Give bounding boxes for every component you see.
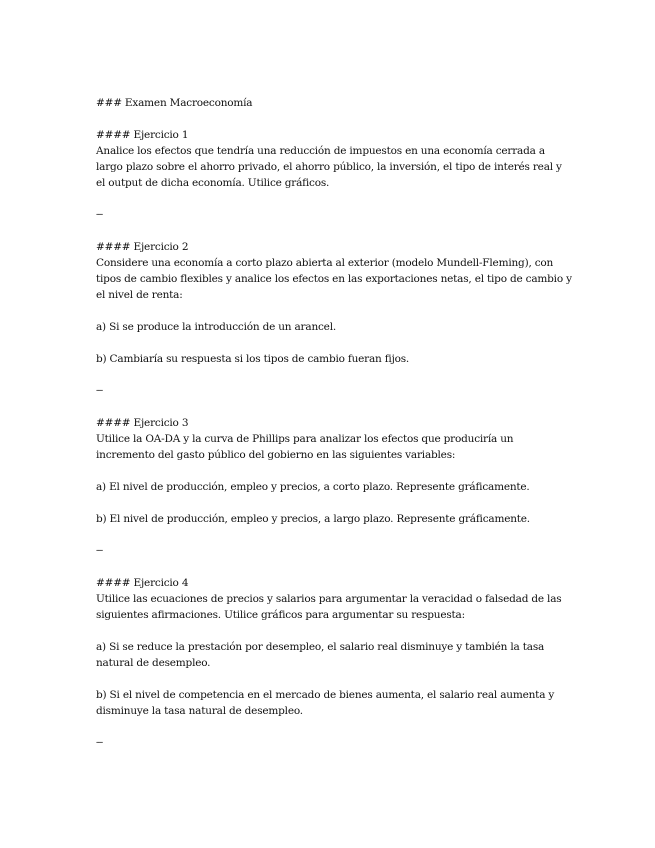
section-separator: --- <box>96 738 103 748</box>
spacer <box>96 191 566 207</box>
exercise-heading: #### Ejercicio 3 <box>96 417 189 429</box>
exercise-part-line: b) El nivel de producción, empleo y precios, a largo plazo. Represente gráficamente. <box>96 513 530 525</box>
exercise-heading: #### Ejercicio 1 <box>96 129 189 141</box>
exercise-part-line: a) Si se reduce la prestación por desempleo, el salario real disminuye y también la tasa <box>96 641 545 653</box>
section-separator: --- <box>96 386 103 396</box>
exercise-heading: #### Ejercicio 4 <box>96 577 189 589</box>
spacer <box>96 367 566 383</box>
spacer <box>96 559 566 575</box>
exercise-statement-line: Utilice la OA-DA y la curva de Phillips para analizar los efectos que produciría un <box>96 433 514 445</box>
exercise-statement-line: incremento del gasto público del gobierno en las siguientes variables: <box>96 449 456 461</box>
spacer <box>96 463 566 479</box>
spacer <box>96 111 566 127</box>
spacer <box>96 495 566 511</box>
exercise-heading: #### Ejercicio 2 <box>96 241 189 253</box>
spacer <box>96 719 566 735</box>
spacer <box>96 671 566 687</box>
exercise-1 <box>96 127 566 239</box>
exercise-statement-line: Utilice las ecuaciones de precios y salarios para argumentar la veracidad o falsedad de las <box>96 593 562 605</box>
exercise-statement-line: Considere una economía a corto plazo abierta al exterior (modelo Mundell-Fleming), con <box>96 257 554 269</box>
exercise-statement-line: tipos de cambio flexibles y analice los efectos en las exportaciones netas, el tipo de cambio y <box>96 273 572 285</box>
exercise-part-line: a) Si se produce la introducción de un arancel. <box>96 321 336 333</box>
exercise-statement-line: el nivel de renta: <box>96 289 183 301</box>
spacer <box>96 335 566 351</box>
spacer <box>96 623 566 639</box>
spacer <box>96 527 566 543</box>
exercise-statement-line: largo plazo sobre el ahorro privado, el ahorro público, la inversión, el tipo de interés real y <box>96 161 562 173</box>
exercise-4 <box>96 575 566 751</box>
document-page <box>96 95 572 751</box>
section-separator: --- <box>96 210 103 220</box>
exercise-statement-line: el output de dicha economía. Utilice gráficos. <box>96 177 330 189</box>
exercise-part-line: natural de desempleo. <box>96 657 211 669</box>
exercise-statement-line: Analice los efectos que tendría una reducción de impuestos en una economía cerrada a <box>96 145 545 157</box>
exercise-statement-line: siguientes afirmaciones. Utilice gráficos para argumentar su respuesta: <box>96 609 465 621</box>
exercise-3 <box>96 415 566 575</box>
exercise-list <box>96 127 572 751</box>
spacer <box>96 303 566 319</box>
exercise-part-line: a) El nivel de producción, empleo y precios, a corto plazo. Represente gráficamente. <box>96 481 530 493</box>
document-title: ### Examen Macroeconomía <box>96 97 253 109</box>
spacer <box>96 223 566 239</box>
exercise-part-line: b) Si el nivel de competencia en el mercado de bienes aumenta, el salario real aumenta y <box>96 689 555 701</box>
spacer <box>96 399 566 415</box>
exercise-part-line: disminuye la tasa natural de desempleo. <box>96 705 303 717</box>
exercise-2 <box>96 239 572 415</box>
section-separator: --- <box>96 546 103 556</box>
exercise-part-line: b) Cambiaría su respuesta si los tipos de cambio fueran fijos. <box>96 353 410 365</box>
